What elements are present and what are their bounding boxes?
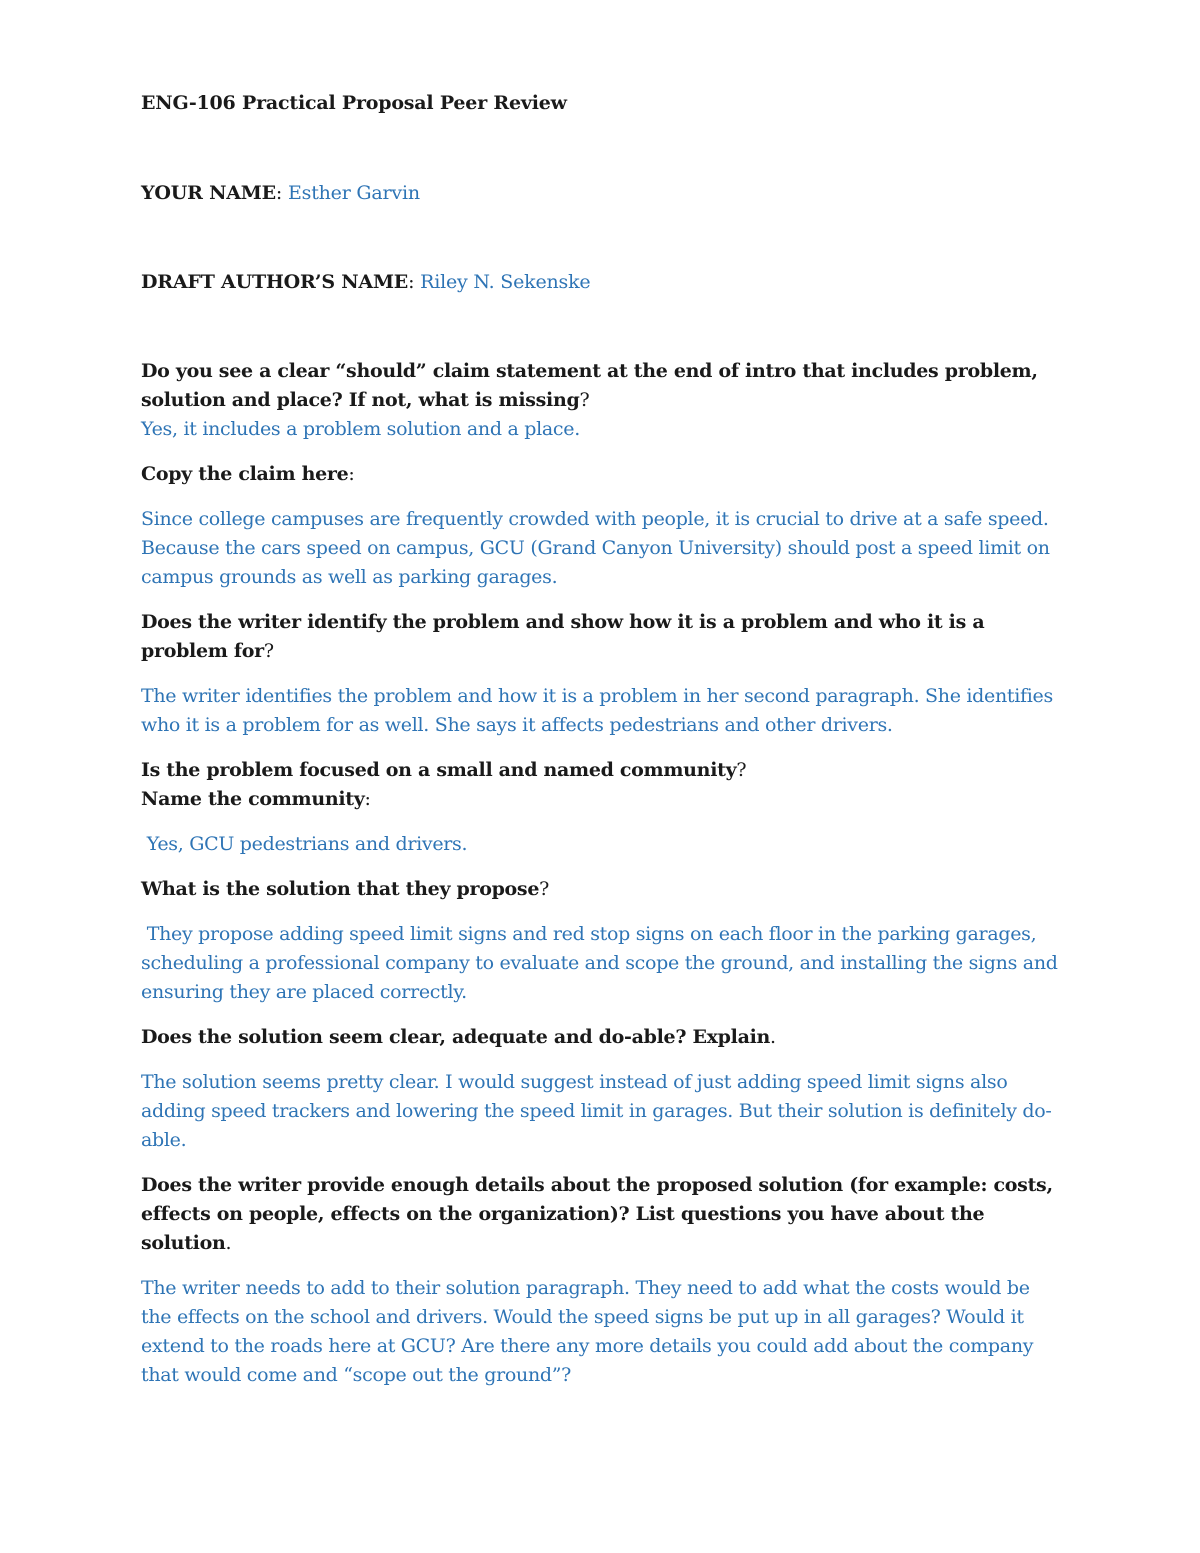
document-title: ENG-106 Practical Proposal Peer Review xyxy=(141,92,567,114)
answer-copy-claim: Since college campuses are frequently crowded with people, it is crucial to drive at a safe speed. Because the cars speed on campus, GCU (Grand Canyon University) should post a speed limit on campus grounds as well as parking garages. xyxy=(141,508,1050,588)
question-name-community: Name the community: xyxy=(141,788,371,810)
your-name-value: Esther Garvin xyxy=(287,182,420,204)
answer-solution-clear: The solution seems pretty clear. I would suggest instead of just adding speed limit signs also adding speed trackers and lowering the speed limit in garages. But their solution is definitely do-able. xyxy=(141,1071,1052,1151)
question-community: Is the problem focused on a small and named community? xyxy=(141,759,747,781)
answer-solution-details: The writer needs to add to their solution paragraph. They need to add what the costs would be the effects on the school and drivers. Would the speed signs be put up in all garages? Would it extend to the roads here at GCU? Are there any more details you could add about the company that would come and “scope out the ground”? xyxy=(141,1277,1034,1386)
answer-solution: They propose adding speed limit signs and red stop signs on each floor in the parking garages, scheduling a professional company to evaluate and scope the ground, and installing the signs and ensuring they are placed correctly. xyxy=(141,923,1064,1003)
answer-community: Yes, GCU pedestrians and drivers. xyxy=(141,833,468,855)
author-name-field: DRAFT AUTHOR’S NAME: Riley N. Sekenske xyxy=(141,271,591,293)
answer-claim-statement: Yes, it includes a problem solution and a place. xyxy=(141,418,580,440)
document-page xyxy=(141,88,1064,1390)
question-identify-problem: Does the writer identify the problem and show how it is a problem and who it is a problem for? xyxy=(141,611,985,662)
question-solution: What is the solution that they propose? xyxy=(141,878,550,900)
question-claim-statement: Do you see a clear “should” claim statement at the end of intro that includes problem, solution and place? If not, what is missing? xyxy=(141,360,1038,411)
answer-identify-problem: The writer identifies the problem and how it is a problem in her second paragraph. She identifies who it is a problem for as well. She says it affects pedestrians and other drivers. xyxy=(141,685,1053,736)
your-name-label: YOUR NAME xyxy=(141,182,276,204)
author-name-value: Riley N. Sekenske xyxy=(420,271,591,293)
your-name-field: YOUR NAME: Esther Garvin xyxy=(141,182,420,204)
question-copy-claim: Copy the claim here: xyxy=(141,463,355,485)
question-solution-details: Does the writer provide enough details about the proposed solution (for example: costs, effects on people, effects on the organization)? List questions you have about the solution. xyxy=(141,1174,1053,1254)
question-solution-clear: Does the solution seem clear, adequate and do-able? Explain. xyxy=(141,1026,776,1048)
author-name-label: DRAFT AUTHOR’S NAME xyxy=(141,271,409,293)
